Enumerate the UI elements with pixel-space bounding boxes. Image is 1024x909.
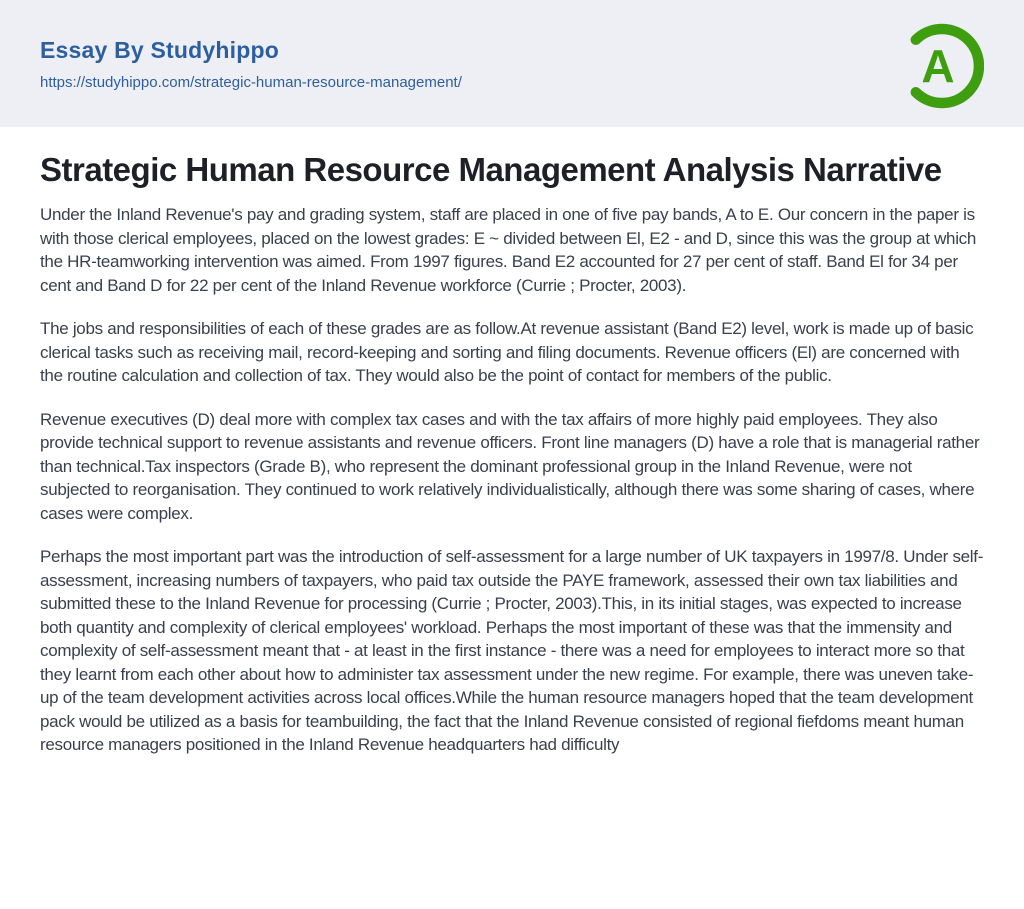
essay-title: Strategic Human Resource Management Analysis Narrative xyxy=(40,151,942,188)
essay-paragraph-2: The jobs and responsibilities of each of these grades are as follow.At revenue assistant (Band E2) level, work is made up of basic clerical tasks such as receiving mail, record-keeping and sorting and filing documents. Revenue officers (El) are concerned with the routine calculation and collection of tax. They would also be the point of contact for members of the public. xyxy=(40,319,974,385)
essay-content xyxy=(0,127,1024,757)
logo-letter: A xyxy=(921,39,955,92)
essay-paragraph-1: Under the Inland Revenue's pay and grading system, staff are placed in one of five pay bands, A to E. Our concern in the paper is with those clerical employees, placed on the lowest grades: E ~ divided between El, E2 - and D, since this was the group at which the HR-teamworking intervention was aimed. From 1997 figures. Band E2 accounted for 27 per cent of staff. Band El for 34 per cent and Band D for 22 per cent of the Inland Revenue workforce (Currie ; Procter, 2003). xyxy=(40,205,977,295)
essay-paragraph-3: Revenue executives (D) deal more with complex tax cases and with the tax affairs of more highly paid employees. They also provide technical support to revenue assistants and revenue officers. Front line managers (D) have a role that is managerial rather than technical.Tax inspectors (Grade B), who represent the dominant professional group in the Inland Revenue, were not subjected to reorganisation. They continued to work relatively individualistically, although there was some sharing of cases, where cases were complex. xyxy=(40,409,980,523)
studyhippo-logo-icon xyxy=(892,20,984,112)
site-name: Essay By Studyhippo xyxy=(40,36,279,63)
essay-paragraph-4: Perhaps the most important part was the introduction of self-assessment for a large number of UK taxpayers in 1997/8. Under self-assessment, increasing numbers of taxpayers, who paid tax outside the PAYE framework, assessed their own tax liabilities and submitted these to the Inland Revenue for processing (Currie ; Procter, 2003).This, in its initial stages, was expected to increase both quantity and complexity of clerical employees' workload. Perhaps the most important of these was that the immensity and complexity of self-assessment meant that - at least in the first instance - there was a need for employees to interact more so that they learnt from each other about how to administer tax assessment under the new regime. For example, there was uneven take-up of the team development activities across local offices.While the human resource managers hoped that the team development pack would be utilized as a basis for teambuilding, the fact that the Inland Revenue consisted of regional fiefdoms meant human resource managers positioned in the Inland Revenue headquarters had difficulty xyxy=(40,547,984,754)
essay-url-link[interactable]: https://studyhippo.com/strategic-human-resource-management/ xyxy=(40,73,462,91)
site-header xyxy=(0,0,1024,127)
header-text-block xyxy=(40,37,462,91)
